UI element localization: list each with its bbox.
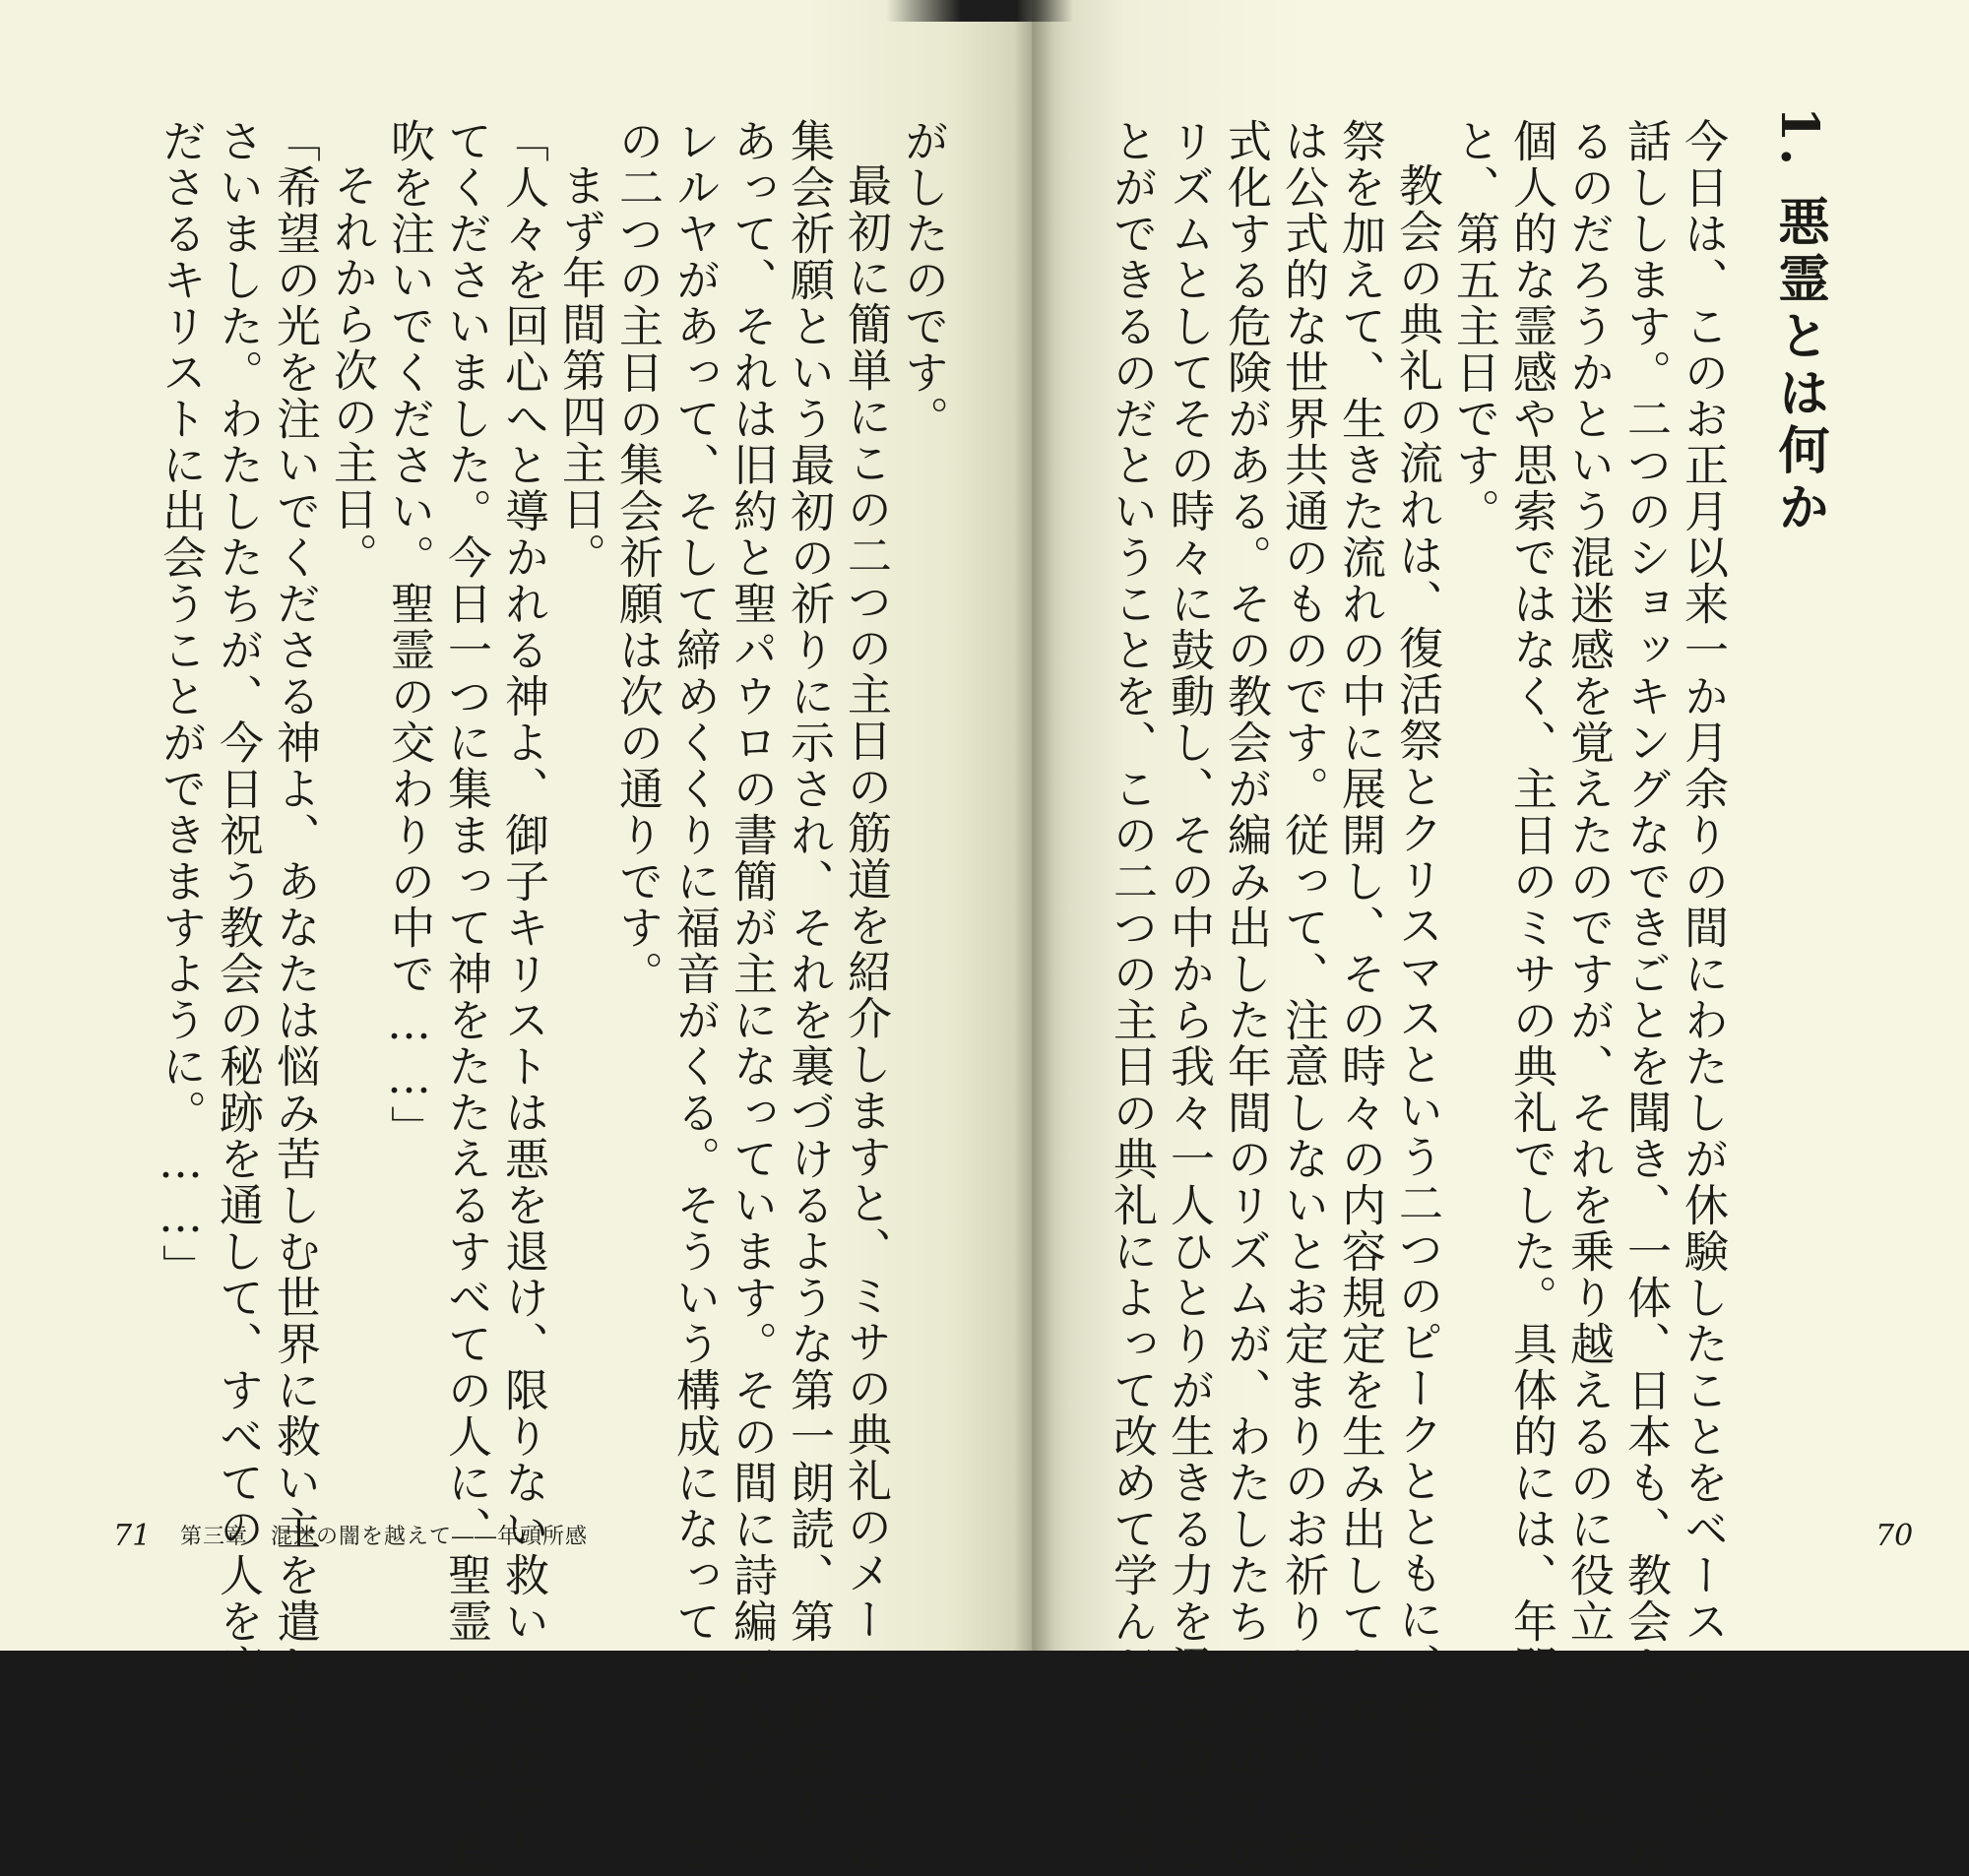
- gutter-shadow: [1014, 0, 1053, 1651]
- section-heading: 1. 悪霊とは何か: [1769, 106, 1829, 538]
- text-column: リズムとしてその時々に鼓動し、その中から我々一人ひとりが生きる力を汲み取るこ: [1163, 118, 1215, 1876]
- text-column: 今日は、このお正月以来一か月余りの間にわたしが休験したことをベースにしてお: [1677, 118, 1729, 1830]
- page-number-right: 70: [1875, 1519, 1914, 1553]
- text-column: は公式的な世界共通のものです。従って、注意しないとお定まりのお祈りとなり、形: [1277, 118, 1329, 1876]
- text-column: まず年間第四主日。: [554, 162, 606, 579]
- text-column: 式化する危険がある。その教会が編み出した年間のリズムが、わたしたちの心の中の: [1220, 118, 1272, 1876]
- text-column: 教会の典礼の流れは、復活祭とクリスマスという二つのピークとともに、聖霊降臨: [1391, 162, 1443, 1874]
- page-number-left: 71: [113, 1519, 152, 1553]
- text-column: の二つの主日の集会祈願は次の通りです。: [611, 118, 664, 997]
- text-column: 「人々を回心へと導かれる神よ、御子キリストは悪を退け、限りない救いの力を示し: [497, 118, 549, 1876]
- text-column: とができるのだということを、この二つの主日の典礼によって改めて学んだような気: [1106, 118, 1158, 1876]
- running-head: 第三章 混迷の闇を越えて――年頭所感: [180, 1525, 589, 1549]
- text-column: るのだろうかという混迷感を覚えたのですが、それを乗り越えるのに役立ったのは、: [1562, 118, 1615, 1876]
- text-column: 話しします。二つのショッキングなできごとを聞き、一体、日本も、教会も、どうな: [1620, 118, 1672, 1876]
- text-column: 個人的な霊感や思索ではなく、主日のミサの典礼でした。具体的には、年間第四主日: [1505, 118, 1557, 1876]
- text-column: 最初に簡単にこの二つの主日の筋道を紹介しますと、ミサの典礼のメーンテーマは: [840, 162, 892, 1874]
- text-column: と、第五主日です。: [1448, 118, 1500, 534]
- text-column: あって、それは旧約と聖パウロの書簡が主になっています。その間に詩編が入り、ア: [726, 118, 778, 1876]
- text-column: さいました。わたしたちが、今日祝う教会の秘跡を通して、すべての人を癒やしてく: [212, 118, 264, 1876]
- binding-edge: [886, 0, 1073, 22]
- text-column: レルヤがあって、そして締めくくりに福音がくる。そういう構成になっています。こ: [668, 118, 721, 1876]
- text-column: がしたのです。: [897, 118, 949, 442]
- text-column: 「希望の光を注いでくださる神よ、あなたは悩み苦しむ世界に救い主を遣わしてくだ: [269, 118, 321, 1876]
- text-column: それから次の主日。: [326, 162, 378, 579]
- text-column: てくださいました。今日一つに集まって神をたたえるすべての人に、聖霊の力強い息: [440, 118, 492, 1876]
- text-column: 吹を注いでください。聖霊の交わりの中で……」: [383, 118, 435, 1152]
- text-column: 集会祈願という最初の祈りに示され、それを裏づけるような第一朗読、第二朗読が: [783, 118, 835, 1830]
- text-column: 祭を加えて、生きた流れの中に展開し、その時々の内容規定を生み出しており、それ: [1334, 118, 1386, 1876]
- text-column: ださるキリストに出会うことができますように。……」: [155, 118, 207, 1290]
